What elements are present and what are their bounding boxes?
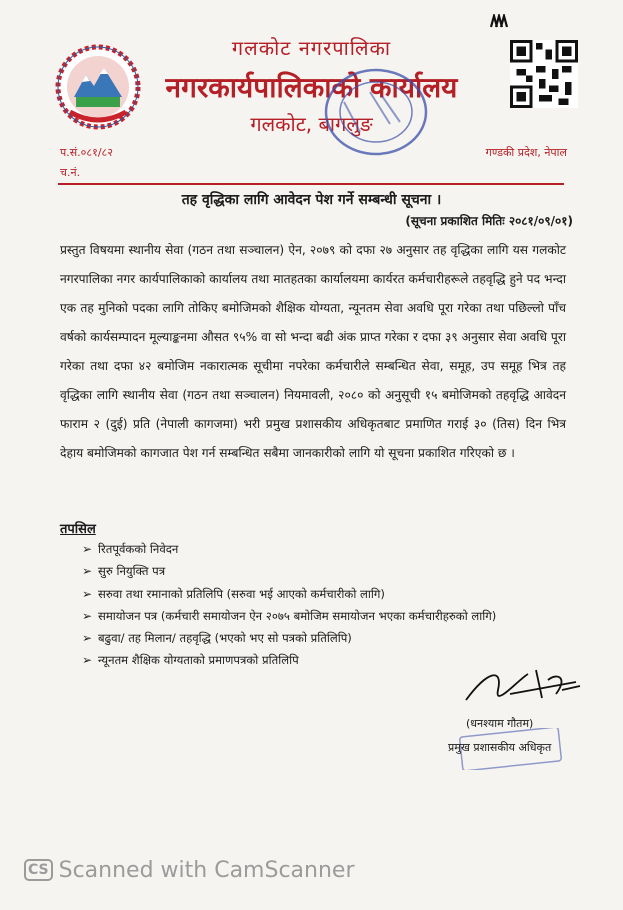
list-item-text: न्यूनतम शैक्षिक योग्यताको प्रमाणपत्रको प्रतिलिपि: [98, 653, 299, 668]
camscanner-logo: CS: [24, 859, 53, 881]
signature-icon: [458, 660, 588, 715]
signatory-name: (धनश्याम गौतम): [466, 717, 534, 730]
annex-label: तपसिल: [60, 522, 96, 537]
list-item: [82, 560, 496, 582]
list-item-text: रितपूर्वकको निवेदन: [98, 542, 179, 556]
document-list: [82, 538, 496, 672]
camscanner-text: Scanned with CamScanner: [58, 858, 355, 883]
list-item: [82, 627, 496, 649]
list-item: [82, 538, 496, 560]
header-divider: [58, 183, 564, 185]
list-item-text: समायोजन पत्र (कर्मचारी समायोजन ऐन २०७५ बमोजिम समायोजन भएका कर्मचारीहरुको लागि): [98, 608, 497, 623]
published-date: (सूचना प्रकाशित मितिः २०८१/०९/०१): [405, 214, 573, 228]
camscanner-watermark: [24, 858, 355, 883]
bullet-arrow-icon: ➢: [82, 542, 93, 556]
bullet-arrow-icon: ➢: [82, 586, 93, 601]
office-stamp-icon: [320, 62, 432, 162]
office-address: गलकोट, बागलुङ: [250, 112, 373, 136]
list-item-text: बढुवा/ तह मिलान/ तहवृद्धि (भएको भए सो पत्रको प्रतिलिपि): [98, 631, 352, 646]
list-item-text: सरुवा तथा रमानाको प्रतिलिपि (सरुवा भई आएको कर्मचारीको लागि): [98, 586, 385, 601]
list-item: [82, 583, 496, 605]
province-label: गण्डकी प्रदेश, नेपाल: [485, 146, 567, 159]
office-name: नगरकार्यपालिकाको कार्यालय: [165, 71, 458, 104]
bullet-arrow-icon: ➢: [82, 608, 93, 623]
scanner-icon: [490, 14, 508, 28]
bullet-arrow-icon: ➢: [82, 653, 93, 668]
notice-body: प्रस्तुत विषयमा स्थानीय सेवा (गठन तथा सञ्चालन) ऐन, २०७९ को दफा २७ अनुसार तह वृद्धिका लागि यस गलकोट नगरपालिका नगर कार्यपालिकाको कार्यालय तथा मातहतका कार्यालयमा कार्यरत कर्मचारीहरूले तहवृद्धि हुने पद भन्दा एक तह मुनिको पदका लागि तोकिए बमोजिमको शैक्षिक योग्यता, न्यूनतम सेवा अवधि पूरा गरेका तथा पछिल्लो पाँच वर्षको कार्यसम्पादन मूल्याङ्कनमा औसत ९५% वा सो भन्दा बढी अंक प्राप्त गरेका र दफा ३९ अनुसार सेवा अवधि पूरा गरेका तथा दफा ४२ बमोजिम नकारात्मक सूचीमा नपरेका कर्मचारीले सम्बन्धित सेवा, समूह, उप समूह भित्र तह वृद्धिका लागि स्थानीय सेवा (गठन तथा सञ्चालन) नियमावली, २०८० को अनुसूची १५ बमोजिमको तहवृद्धि आवेदन फाराम २ (दुई) प्रति (नेपाली कागजमा) भरी प्रमुख प्रशासकीय अधिकृतबाट प्रमाणित गराई ३० (तिस) दिन भित्र देहाय बमोजिमको कागजात पेश गर्न सम्बन्धित सबैमा जानकारीको लागि यो सूचना प्रकाशित गरिएको छ ।: [60, 243, 566, 460]
qr-code-icon: [510, 40, 578, 108]
notice-title: तह वृद्धिका लागि आवेदन पेश गर्ने सम्बन्धी सूचना ।: [181, 192, 442, 208]
municipality-name: गलकोट नगरपालिका: [231, 36, 392, 60]
dispatch-number: च.नं.: [60, 166, 81, 179]
signatory-designation: प्रमुख प्रशासकीय अधिकृत: [448, 741, 552, 754]
list-item: [82, 649, 496, 671]
bullet-arrow-icon: ➢: [82, 631, 93, 646]
reference-number: प.सं.०८१/८२: [60, 146, 113, 159]
list-item: [82, 605, 496, 627]
bullet-arrow-icon: ➢: [82, 564, 93, 579]
list-item-text: सुरु नियुक्ति पत्र: [98, 564, 166, 579]
